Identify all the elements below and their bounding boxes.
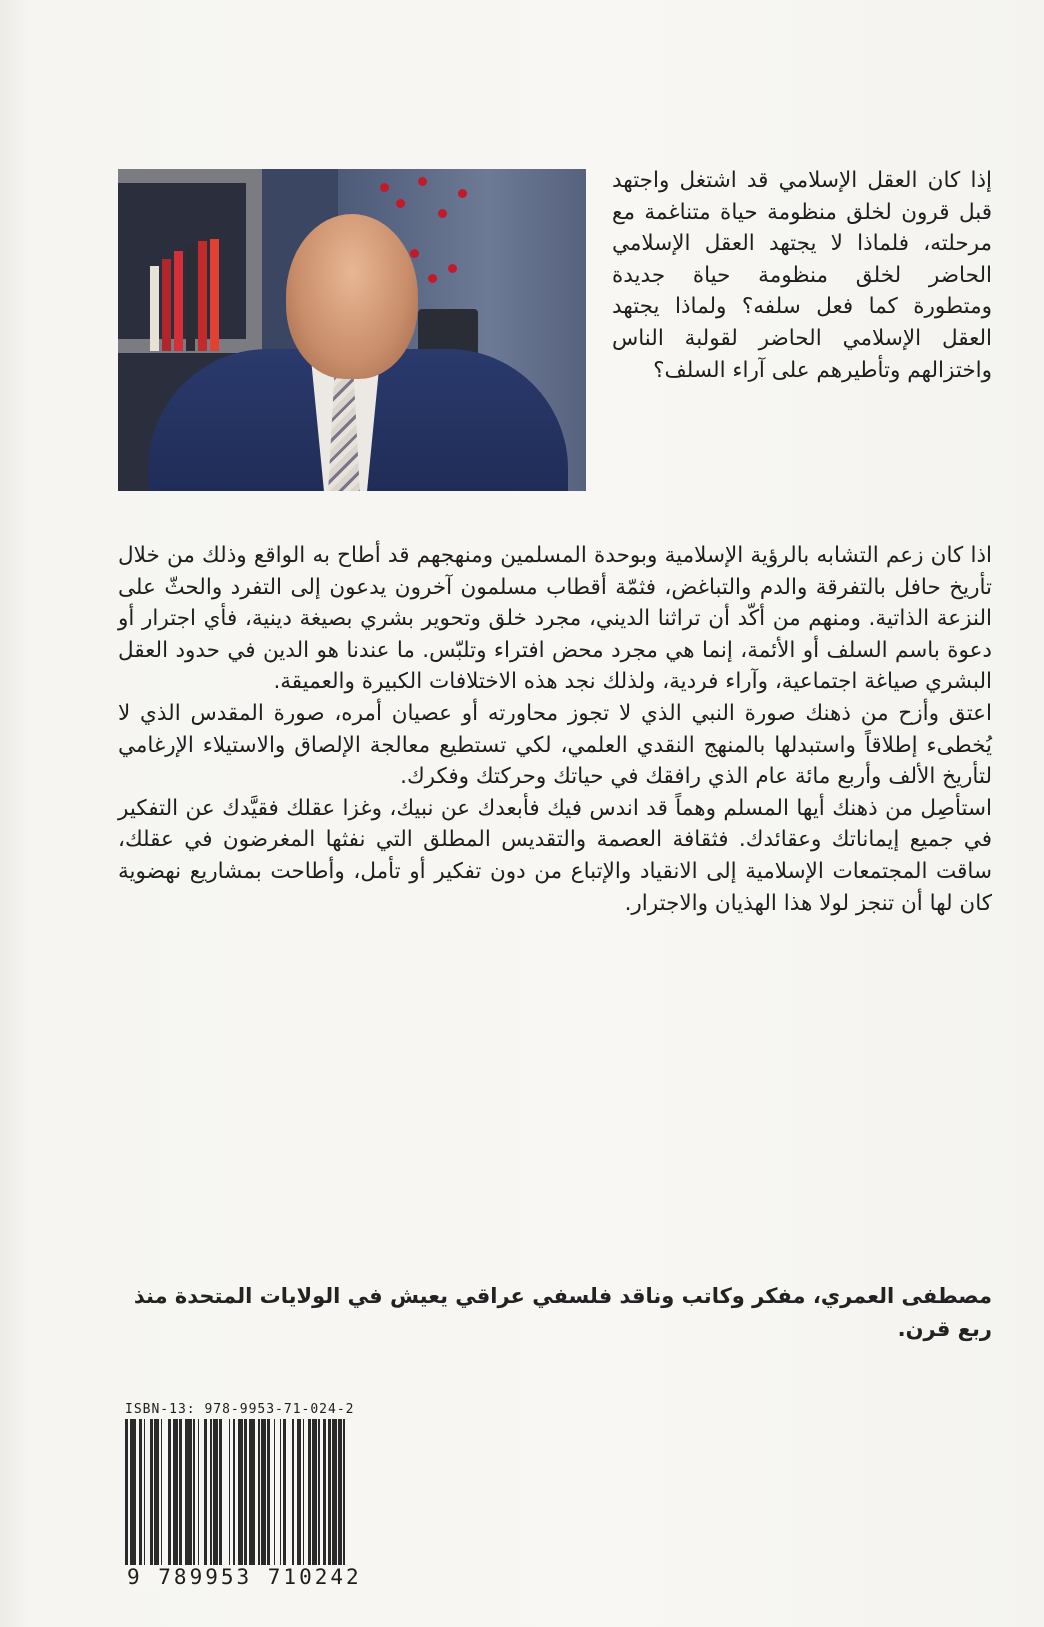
photo-blossom	[428, 274, 437, 283]
body-text	[118, 540, 992, 919]
barcode-digits: 9 789953 710242	[127, 1565, 362, 1589]
body-paragraph: اذا كان زعم التشابه بالرؤية الإسلامية وبوحدة المسلمين ومنهجهم قد أطاح به الواقع وذلك من خلال تأريخ حافل بالتفرقة والدم والتباغض، فثمّة أقطاب مسلمون آخرون يدعون إلى التفرد والحثّ على النزعة الذاتية. ومنهم من أكّد أن تراثنا الديني، مجرد خلق وتحوير بشري بصيغة دينية، فأي اجترار أو دعوة باسم السلف أو الأئمة، إنما هي مجرد محض افتراء وتلبّس. ما عندنا هو الدين في حدود العقل البشري صياغة اجتماعية، وآراء فردية، ولذلك نجد هذه الاختلافات الكبيرة والعميقة.	[118, 543, 992, 695]
photo-book	[150, 266, 159, 351]
author-name: مصطفى العمري،	[812, 1284, 992, 1308]
intro-paragraph: إذا كان العقل الإسلامي قد اشتغل واجتهد قبل قرون لخلق منظومة حياة متناغمة مع مرحلته، فلماذا لا يجتهد العقل الإسلامي الحاضر لخلق منظومة حياة جديدة ومتطورة كما فعل سلفه؟ ولماذا يجتهد العقل الإسلامي الحاضر لقولبة الناس واختزالهم وتأطيرهم على آراء السلف؟	[612, 168, 992, 383]
photo-blossom	[380, 183, 389, 192]
photo-blossom	[396, 199, 405, 208]
isbn-label: ISBN-13: 978-9953-71-024-2	[125, 1402, 355, 1417]
barcode-bars	[125, 1419, 375, 1569]
photo-blossom	[448, 264, 457, 273]
photo-blossom	[438, 209, 447, 218]
photo-blossom	[418, 177, 427, 186]
author-photo	[118, 169, 586, 491]
barcode-space	[345, 1419, 348, 1569]
body-paragraph: استأصِل من ذهنك أيها المسلم وهماً قد اندس فيك فأبعدك عن نبيك، وغزا عقلك فقيَّدك عن التفكير في جميع إيماناتك وعقائدك. فثقافة العصمة والتقديس المطلق التي نفثها المغرضون في عقلك، ساقت المجتمعات الإسلامية إلى الانقياد والإتباع من دون تفكير أو تأمل، وأطاحت بمشاريع نهضوية كان لها أن تنجز لولا هذا الهذيان والاجترار.	[118, 795, 992, 916]
body-paragraph: اعتق وأزح من ذهنك صورة النبي الذي لا تجوز محاورته أو عصيان أمره، صورة المقدس الذي لا يُخطىء إطلاقاً واستبدلها بالمنهج النقدي العلمي، لكي تستطيع معالجة الإلصاق والاستيلاء الإرغامي لتأريخ الألف وأربع مائة عام الذي رافقك في حياتك وحركتك وفكرك.	[118, 700, 992, 790]
photo-blossom	[410, 249, 419, 258]
photo-blossom	[458, 189, 467, 198]
author-description: مفكر وكاتب وناقد فلسفي عراقي يعيش في الولايات المتحدة منذ ربع قرن.	[133, 1284, 992, 1341]
photo-shelf-side	[246, 169, 262, 369]
photo-shelf-board	[118, 169, 258, 183]
photo-book	[210, 239, 219, 351]
photo-book	[174, 251, 183, 351]
photo-head	[286, 214, 418, 379]
author-bio	[118, 1280, 992, 1346]
photo-book	[162, 259, 171, 351]
photo-book	[198, 241, 207, 351]
photo-book	[186, 246, 195, 351]
intro-text	[612, 165, 992, 386]
barcode	[125, 1402, 375, 1589]
